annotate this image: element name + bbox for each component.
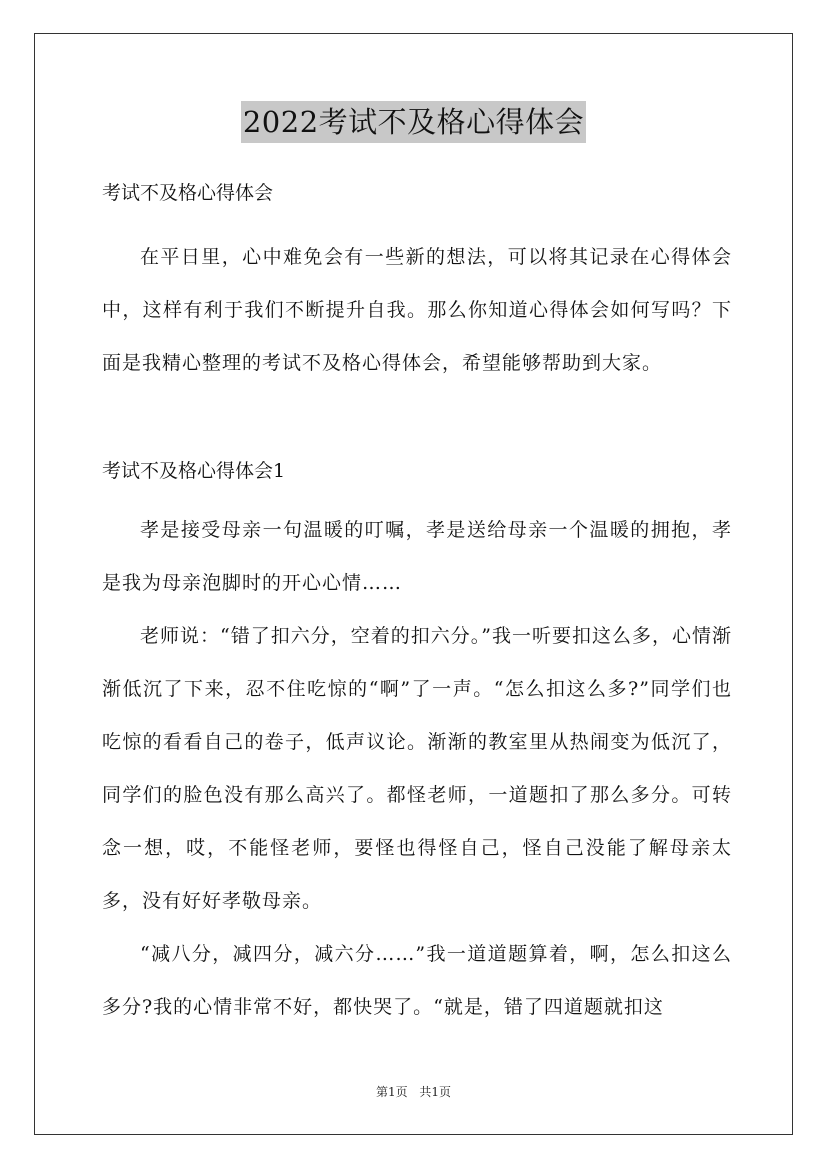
page-footer bbox=[0, 1083, 827, 1100]
page-total: 共1页 bbox=[419, 1085, 452, 1099]
body-paragraph: 老师说：“错了扣六分，空着的扣六分。”我一听要扣这么多，心情渐渐低沉了下来，忍不住吃惊的“啊”了一声。“怎么扣这么多?”同学们也吃惊的看看自己的卷子，低声议论。渐渐的教室里从热闹变为低沉了，同学们的脸色没有那么高兴了。都怪老师，一道题扣了那么多分。可转念一想，哎，不能怪老师，要怪也得怪自己，怪自己没能了解母亲太多，没有好好孝敬母亲。 bbox=[102, 625, 732, 912]
body-paragraph: “减八分，减四分，减六分……”我一道道题算着，啊，怎么扣这么多分?我的心情非常不好，都快哭了。“就是，错了四道题就扣这 bbox=[102, 943, 732, 1018]
intro-paragraph: 在平日里，心中难免会有一些新的想法，可以将其记录在心得体会中，这样有利于我们不断提升自我。那么你知道心得体会如何写吗？下面是我精心整理的考试不及格心得体会，希望能够帮助到大家。 bbox=[102, 246, 732, 374]
document-title: 2022考试不及格心得体会 bbox=[241, 101, 586, 143]
body-paragraph: 孝是接受母亲一句温暖的叮嘱，孝是送给母亲一个温暖的拥抱，孝是我为母亲泡脚时的开心心情…… bbox=[102, 519, 732, 594]
page-number: 第1页 bbox=[375, 1085, 408, 1099]
document-body bbox=[102, 174, 732, 1034]
section-heading: 考试不及格心得体会1 bbox=[102, 460, 286, 482]
title-container bbox=[0, 101, 827, 143]
document-subtitle: 考试不及格心得体会 bbox=[102, 182, 274, 204]
